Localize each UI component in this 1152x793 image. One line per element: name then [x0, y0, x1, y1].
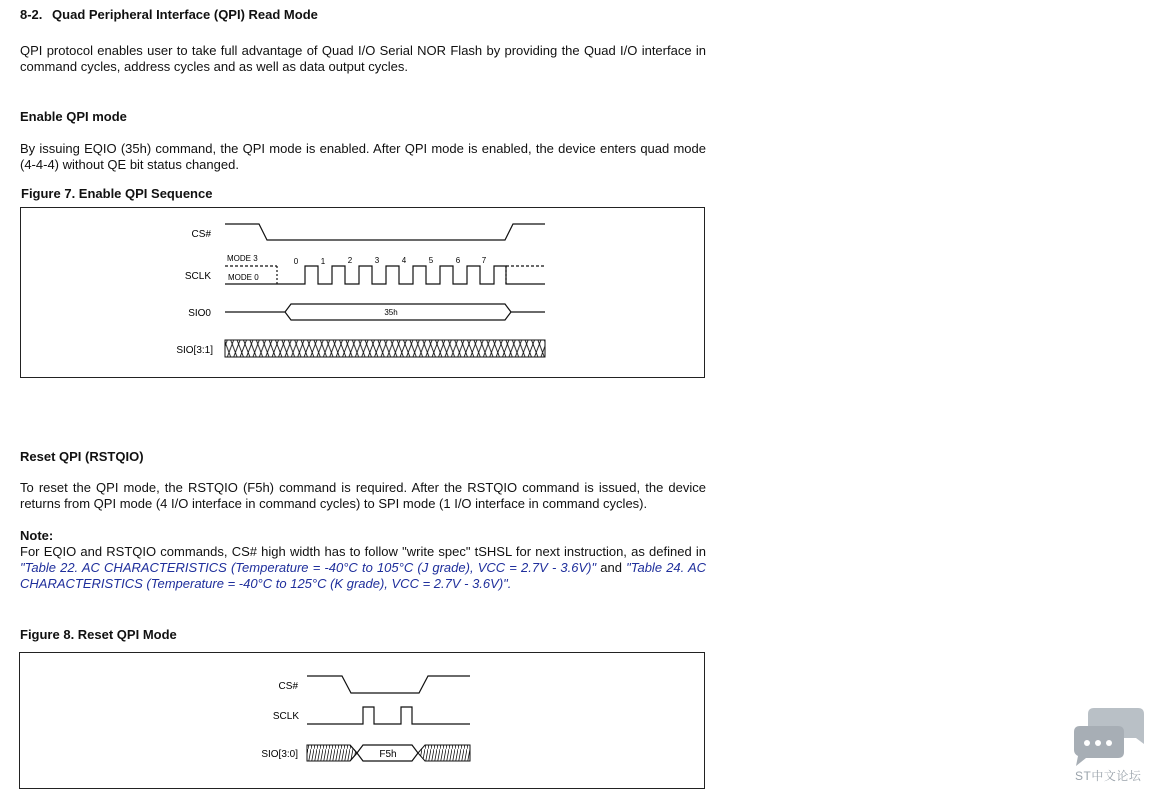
intro-paragraph: QPI protocol enables user to take full advantage of Quad I/O Serial NOR Flash by providing the Quad I/O interface in command cycles, address cycles and as well as data output cycles.	[20, 43, 706, 74]
fig7-clk-num: 2	[347, 256, 353, 265]
enable-qpi-paragraph: By issuing EQIO (35h) command, the QPI mode is enabled. After QPI mode is enabled, the device enters quad mode (4-4-4) without QE bit status changed.	[20, 141, 706, 172]
fig7-cs-waveform	[225, 224, 545, 240]
note-text-before: For EQIO and RSTQIO commands, CS# high width has to follow "write spec" tSHSL for next instruction, as defined in	[20, 544, 706, 559]
fig7-clk-num: 4	[401, 256, 407, 265]
note-title: Note:	[20, 528, 54, 543]
fig7-clock-numbers	[294, 256, 487, 266]
fig7-data-35h: 35h	[384, 308, 398, 317]
fig8-sio-hatch-right	[418, 745, 470, 761]
fig7-clk-num: 5	[428, 256, 434, 265]
fig7-label-sio31: SIO[3:1]	[176, 345, 213, 356]
fig8-cs-waveform	[307, 676, 470, 693]
fig8-label-sio30: SIO[3:0]	[261, 749, 298, 760]
figure7-timing-diagram	[21, 208, 704, 377]
fig7-sclk-waveform	[225, 266, 545, 284]
fig7-clk-num: 6	[455, 256, 461, 265]
reset-qpi-paragraph: To reset the QPI mode, the RSTQIO (F5h) command is required. After the RSTQIO command is issued, the device returns from QPI mode (4 I/O interface in command cycles) to SPI mode (1 I/O interface in command cycles).	[20, 480, 706, 511]
table24-reference[interactable]: "Table 24. AC CHARACTERISTICS (Temperature = -40°C to 125°C (K grade), VCC = 2.7V - 3.6V)"	[20, 560, 707, 591]
watermark-text: ST中文论坛	[1075, 769, 1142, 783]
fig7-clk-num: 3	[374, 256, 380, 265]
fig8-label-cs: CS#	[278, 681, 298, 692]
figure8-timing-diagram	[20, 653, 704, 788]
fig8-sio-hatch-left	[307, 745, 357, 761]
fig8-sclk-waveform	[307, 707, 470, 724]
figure7-title: Figure 7. Enable QPI Sequence	[21, 186, 213, 201]
note-text-mid: and	[596, 560, 627, 575]
enable-qpi-heading: Enable QPI mode	[20, 109, 127, 124]
figure8-box	[19, 652, 705, 789]
note-text	[20, 544, 706, 592]
fig7-clk-num: 0	[293, 257, 299, 266]
fig7-label-sclk: SCLK	[184, 271, 211, 282]
fig8-label-sclk: SCLK	[272, 711, 299, 722]
fig7-sio31-hatch	[225, 340, 545, 357]
reset-qpi-heading: Reset QPI (RSTQIO)	[20, 449, 144, 464]
fig8-data-f5h: F5h	[379, 749, 397, 760]
section-heading	[20, 7, 318, 22]
fig7-mode3-label: MODE 3	[227, 254, 258, 263]
table22-reference[interactable]: "Table 22. AC CHARACTERISTICS (Temperature = -40°C to 105°C (J grade), VCC = 2.7V - 3.6V)"	[20, 560, 597, 575]
chat-bubbles-icon	[1072, 706, 1146, 766]
fig7-label-sio0: SIO0	[188, 308, 211, 319]
figure7-box	[20, 207, 705, 378]
fig7-clk-num: 7	[481, 256, 487, 265]
note-text-after: .	[507, 576, 512, 591]
figure8-title: Figure 8. Reset QPI Mode	[20, 627, 177, 642]
fig7-mode0-label: MODE 0	[228, 273, 259, 282]
fig7-clk-num: 1	[320, 257, 326, 266]
section-title: Quad Peripheral Interface (QPI) Read Mode	[52, 7, 318, 22]
fig7-label-cs: CS#	[191, 229, 211, 240]
section-number: 8-2.	[20, 7, 43, 22]
note-block	[20, 528, 706, 592]
